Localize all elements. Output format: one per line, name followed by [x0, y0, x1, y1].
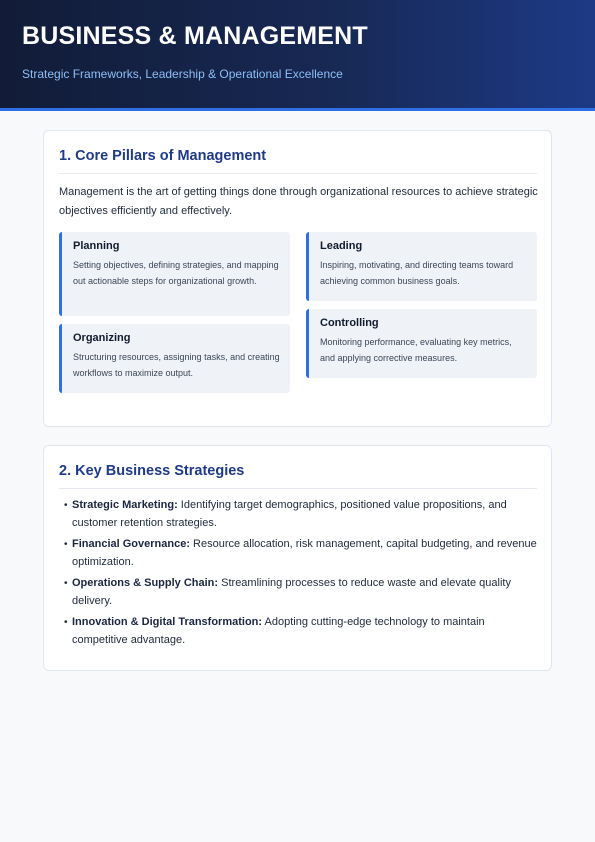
pillar-title: Controlling [320, 317, 379, 329]
pillar-description: Monitoring performance, evaluating key metrics, and applying corrective measures. [320, 337, 512, 363]
page-title: BUSINESS & MANAGEMENT [22, 22, 368, 50]
list-item [64, 614, 542, 649]
bullet-icon: • [64, 617, 68, 628]
key-strategies-card [43, 445, 552, 671]
bullet-icon: • [64, 500, 68, 511]
pillar-description: Setting objectives, defining strategies, and mapping out actionable steps for organizational growth. [73, 260, 279, 286]
strategy-text: Streamlining processes to reduce waste and elevate quality delivery. [72, 577, 511, 607]
section-title-key-strategies: 2. Key Business Strategies [59, 463, 537, 489]
strategy-label: Operations & Supply Chain: [72, 577, 219, 589]
pillar-planning [59, 232, 290, 316]
list-item [64, 536, 542, 571]
section-title-core-pillars: 1. Core Pillars of Management [59, 148, 537, 174]
pillar-leading [306, 232, 537, 301]
strategy-label: Innovation & Digital Transformation: [72, 616, 263, 628]
pillar-description: Inspiring, motivating, and directing teams toward achieving common business goals. [320, 260, 514, 286]
pillar-title: Organizing [73, 332, 131, 344]
pillar-description: Structuring resources, assigning tasks, and creating workflows to maximize output. [73, 352, 280, 378]
pillar-controlling [306, 309, 537, 378]
strategy-list [64, 497, 542, 653]
strategy-text: Adopting cutting-edge technology to maintain competitive advantage. [72, 616, 485, 646]
page-header [0, 0, 595, 111]
pillar-organizing [59, 324, 290, 393]
strategy-label: Strategic Marketing: [72, 499, 178, 511]
page-subtitle: Strategic Frameworks, Leadership & Operational Excellence [22, 67, 343, 81]
strategy-text: Identifying target demographics, positioned value propositions, and customer retention strategies. [72, 499, 507, 529]
bullet-icon: • [64, 539, 68, 550]
section-intro: Management is the art of getting things done through organizational resources to achieve strategic objectives efficiently and effectively. [59, 186, 538, 217]
bullet-icon: • [64, 578, 68, 589]
list-item [64, 575, 542, 610]
pillar-title: Leading [320, 240, 363, 252]
core-pillars-card [43, 130, 552, 427]
strategy-label: Financial Governance: [72, 538, 190, 550]
strategy-text: Resource allocation, risk management, capital budgeting, and revenue optimization. [72, 538, 537, 568]
pillar-title: Planning [73, 240, 120, 252]
list-item [64, 497, 542, 532]
